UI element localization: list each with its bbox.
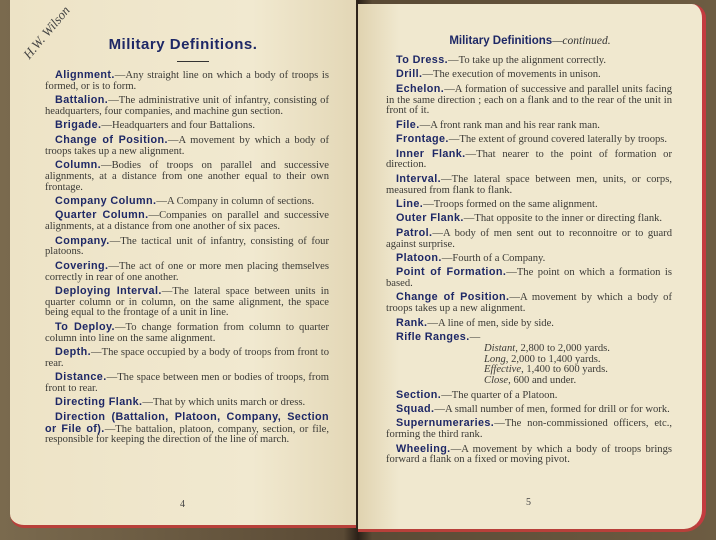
definition-entry xyxy=(45,70,329,93)
definition-entry xyxy=(45,286,329,319)
definition-entry xyxy=(386,267,672,290)
definition-term: Company. xyxy=(55,234,110,247)
definition-text: —The tactical unit of infantry, consisting of four platoons. xyxy=(45,235,329,258)
range-text: , 2,000 to 1,400 yards. xyxy=(505,353,601,365)
range-name: Close xyxy=(484,375,509,387)
definition-entry xyxy=(45,236,329,259)
definition-term: Supernumeraries. xyxy=(396,417,495,430)
definition-entry xyxy=(45,196,329,208)
range-line xyxy=(386,376,672,387)
definition-text: —That nearer to the point of formation or direction. xyxy=(386,148,672,171)
definition-entry xyxy=(386,134,672,146)
range-name: Distant xyxy=(484,342,516,354)
definition-text: —That opposite to the inner or directing flank. xyxy=(463,213,663,225)
page-title: Military Definitions. xyxy=(108,36,258,53)
definition-entry xyxy=(45,95,329,118)
definition-text: —A line of men, side by side. xyxy=(427,317,554,329)
definition-entry xyxy=(386,84,672,117)
definition-text: —Headquarters and four Battalions. xyxy=(101,120,255,132)
page-number: 5 xyxy=(526,497,531,508)
definition-term: Inner Flank. xyxy=(396,147,466,160)
definition-entry xyxy=(386,55,672,67)
definition-entry xyxy=(386,199,672,211)
definition-term: Direction (Battalion, Platoon, Company, Section or File of). xyxy=(45,410,329,435)
definition-entry xyxy=(45,135,329,158)
definition-term: Platoon. xyxy=(396,251,442,264)
page-number: 4 xyxy=(180,499,185,510)
definition-term: Rifle Ranges. xyxy=(396,331,470,344)
definition-entry xyxy=(386,318,672,330)
definition-text: —A formation of successive and parallel units facing in the same direction ; each on a flank and to the rear of the unit in front of it. xyxy=(386,83,672,117)
definition-entry xyxy=(386,444,672,467)
definition-term: Distance. xyxy=(55,371,107,384)
definition-term: Quarter Column. xyxy=(55,209,149,222)
definition-list xyxy=(386,55,672,469)
definition-text: —The act of one or more men placing themselves correctly in rear of one another. xyxy=(45,260,329,283)
handwritten-signature: H.W. Wilson xyxy=(20,2,73,62)
definition-text: —The battalion, platoon, company, section, or file, responsible for keeping the direction of the line of march. xyxy=(45,423,329,446)
definition-entry xyxy=(45,322,329,345)
left-page xyxy=(10,0,356,528)
title-suffix: —continued. xyxy=(552,35,611,47)
definition-term: Section. xyxy=(396,388,442,401)
definition-entry xyxy=(386,292,672,315)
definition-term: Company Column. xyxy=(55,194,157,207)
definition-entry xyxy=(45,397,329,409)
definition-text: —Fourth of a Company. xyxy=(441,252,546,264)
definition-entry xyxy=(386,404,672,416)
definition-term: File. xyxy=(396,118,420,131)
definition-text: —Companies on parallel and successive alignments, at a distance from one another of six paces. xyxy=(45,210,330,233)
definition-list xyxy=(45,70,329,449)
definition-entry xyxy=(386,69,672,81)
definition-text: —A body of men sent out to reconnoitre or to guard against surprise. xyxy=(386,227,672,250)
definition-text: —Troops formed on the same alignment. xyxy=(423,198,598,210)
definition-text: —The administrative unit of infantry, consisting of headquarters, four companies, and machine gun section. xyxy=(45,95,329,117)
definition-text: —To change formation from column to quarter column into line on the same alignment. xyxy=(45,321,329,344)
range-name: Effective xyxy=(484,364,522,376)
title-divider xyxy=(177,61,209,62)
definition-term: Interval. xyxy=(396,172,442,185)
definition-term: Depth. xyxy=(55,346,91,359)
definition-text: —A movement by which a body of troops takes up a new alignment. xyxy=(45,134,329,157)
definition-entry xyxy=(45,261,329,284)
definition-text: —The quarter of a Platoon. xyxy=(441,389,558,401)
rifle-ranges-entry xyxy=(386,332,672,387)
definition-entry xyxy=(386,120,672,132)
definition-term: Point of Formation. xyxy=(396,266,507,279)
definition-term: Outer Flank. xyxy=(396,212,464,225)
definition-term: To Dress. xyxy=(396,54,449,66)
definition-text: —To take up the alignment correctly. xyxy=(448,55,607,66)
definition-entry xyxy=(45,372,329,395)
definition-term: Battalion. xyxy=(55,94,109,107)
definition-entry xyxy=(386,418,672,441)
range-text: , 1,400 to 600 yards. xyxy=(521,364,608,376)
definition-term: Covering. xyxy=(55,259,109,272)
page-title xyxy=(358,35,702,47)
title-text: Military Definitions xyxy=(449,35,553,47)
definition-text: —The lateral space between units in quarter column or in column, on the same alignment, the space being equal to the frontage of a unit in line. xyxy=(45,285,329,319)
right-page xyxy=(358,4,706,532)
definition-text: —Any straight line on which a body of troops is formed, or is to form. xyxy=(45,70,329,92)
definition-entry xyxy=(386,149,672,172)
range-text: , 2,800 to 2,000 yards. xyxy=(515,342,610,354)
definition-text: —The space between men or bodies of troops, from front to rear. xyxy=(45,372,329,395)
definition-entry xyxy=(386,174,672,197)
definition-entry xyxy=(45,412,329,446)
definition-term: Brigade. xyxy=(55,119,102,132)
range-text: , 600 and under. xyxy=(508,375,577,387)
definition-entry xyxy=(386,253,672,265)
definition-text: —The space occupied by a body of troops from front to rear. xyxy=(45,347,329,369)
definition-text: —The execution of movements in unison. xyxy=(422,69,601,81)
definition-dash: — xyxy=(469,332,481,344)
definition-entry xyxy=(386,390,672,402)
definition-term: Alignment. xyxy=(55,69,115,81)
definition-entry xyxy=(386,213,672,225)
definition-term: Frontage. xyxy=(396,133,449,146)
definition-text: —That by which units march or dress. xyxy=(142,397,306,409)
definition-term: Rank. xyxy=(396,316,428,329)
definition-term: Patrol. xyxy=(396,226,433,239)
definition-text: —A Company in column of sections. xyxy=(156,195,315,207)
definition-text: —A movement by which a body of troops brings forward a flank on a fixed or moving pivot. xyxy=(386,443,672,466)
definition-term: To Deploy. xyxy=(55,320,115,333)
definition-entry xyxy=(386,228,672,251)
definition-term: Deploying Interval. xyxy=(55,284,162,297)
definition-term: Change of Position. xyxy=(55,133,168,146)
definition-entry xyxy=(45,160,329,193)
definition-entry xyxy=(45,120,329,132)
definition-text: —The non-commissioned officers, etc., forming the third rank. xyxy=(386,418,672,441)
definition-term: Echelon. xyxy=(396,82,445,95)
definition-entry xyxy=(45,347,329,370)
definition-term: Column. xyxy=(55,158,101,171)
definition-text: —The lateral space between men, units, or corps, measured from flank to flank. xyxy=(386,173,672,196)
definition-text: —The point on which a formation is based. xyxy=(386,267,672,290)
definition-term: Drill. xyxy=(396,68,423,81)
definition-term: Wheeling. xyxy=(396,442,451,455)
definition-entry xyxy=(45,210,329,233)
definition-text: —A front rank man and his rear rank man. xyxy=(419,119,600,131)
definition-text: —The extent of ground covered laterally by troops. xyxy=(448,134,668,146)
definition-term: Line. xyxy=(396,197,424,210)
range-name: Long xyxy=(484,353,506,365)
definition-term: Directing Flank. xyxy=(55,396,143,409)
definition-term: Change of Position. xyxy=(396,291,510,304)
definition-text: —Bodies of troops on parallel and successive alignments, at a distance from one another equal to their own frontage. xyxy=(45,159,329,193)
definition-text: —A small number of men, formed for drill or for work. xyxy=(434,404,670,416)
definition-term: Squad. xyxy=(396,403,435,416)
definition-text: —A movement by which a body of troops takes up a new alignment. xyxy=(386,292,672,315)
